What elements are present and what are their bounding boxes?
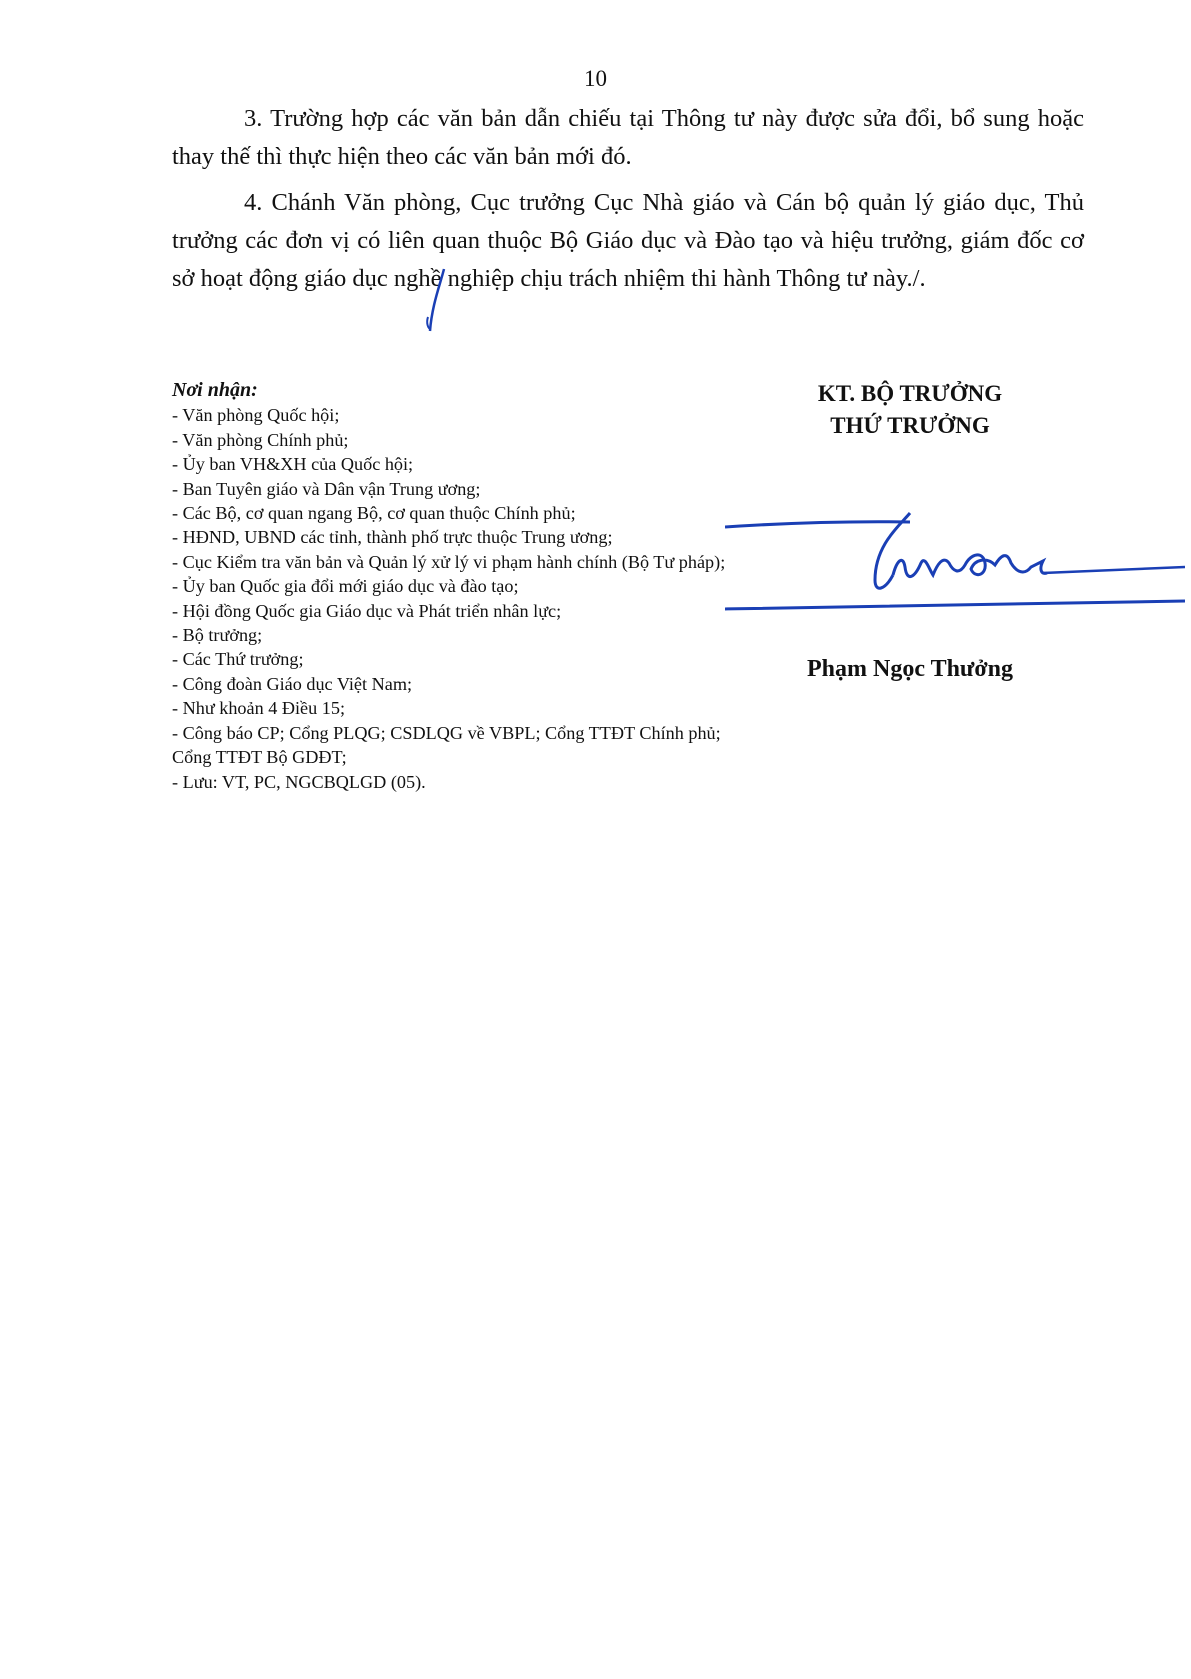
recipient-item: - Lưu: VT, PC, NGCBQLGD (05). (172, 771, 426, 792)
clause-3 (172, 100, 1084, 176)
signature-line2: THỨ TRƯỞNG (830, 413, 990, 438)
signer-name: Phạm Ngọc Thưởng (807, 656, 1013, 682)
recipient-item: - Ủy ban VH&XH của Quốc hội; (172, 454, 414, 475)
recipient-item: - Công báo CP; Cổng PLQG; CSDLQG về VBPL; Cổng TTĐT Chính phủ; Cổng TTĐT Bộ GDĐT; (172, 722, 721, 768)
recipients-list (172, 378, 732, 794)
recipient-item: - Ủy ban Quốc gia đổi mới giáo dục và đào tạo; (172, 576, 519, 597)
recipient-item: - Văn phòng Chính phủ; (172, 429, 349, 450)
recipient-item: - Ban Tuyên giáo và Dân vận Trung ương; (172, 478, 481, 499)
recipient-item: - Văn phòng Quốc hội; (172, 405, 340, 426)
recipient-item: - Các Thứ trưởng; (172, 649, 304, 670)
recipient-item: - Hội đồng Quốc gia Giáo dục và Phát triển nhân lực; (172, 600, 562, 621)
clause-4 (172, 184, 1084, 298)
recipient-item: - HĐND, UBND các tỉnh, thành phố trực thuộc Trung ương; (172, 527, 613, 548)
initials-mark (422, 265, 452, 335)
signature-title (740, 378, 1080, 442)
clause-3-text: 3. Trường hợp các văn bản dẫn chiếu tại Thông tư này được sửa đổi, bổ sung hoặc thay thế thì thực hiện theo các văn bản mới đó. (172, 105, 1084, 170)
recipient-item: - Như khoản 4 Điều 15; (172, 698, 346, 719)
handwritten-signature (725, 505, 1185, 640)
recipients-heading: Nơi nhận: (172, 379, 258, 401)
signature-line1: KT. BỘ TRƯỞNG (817, 381, 1003, 406)
recipient-item: - Bộ trưởng; (172, 625, 263, 646)
page-number: 10 (584, 66, 607, 91)
recipient-item: - Công đoàn Giáo dục Việt Nam; (172, 673, 413, 694)
recipient-item: - Các Bộ, cơ quan ngang Bộ, cơ quan thuộc Chính phủ; (172, 503, 576, 524)
recipient-item: - Cục Kiểm tra văn bản và Quản lý xử lý vi phạm hành chính (Bộ Tư pháp); (172, 551, 726, 572)
clause-4-text: 4. Chánh Văn phòng, Cục trưởng Cục Nhà giáo và Cán bộ quản lý giáo dục, Thủ trưởng các đơn vị có liên quan thuộc Bộ Giáo dục và Đào tạo và hiệu trưởng, giám đốc cơ sở hoạt động giáo dục nghề nghiệp chịu trách nhiệm thi hành Thông tư này./. (172, 189, 1084, 292)
